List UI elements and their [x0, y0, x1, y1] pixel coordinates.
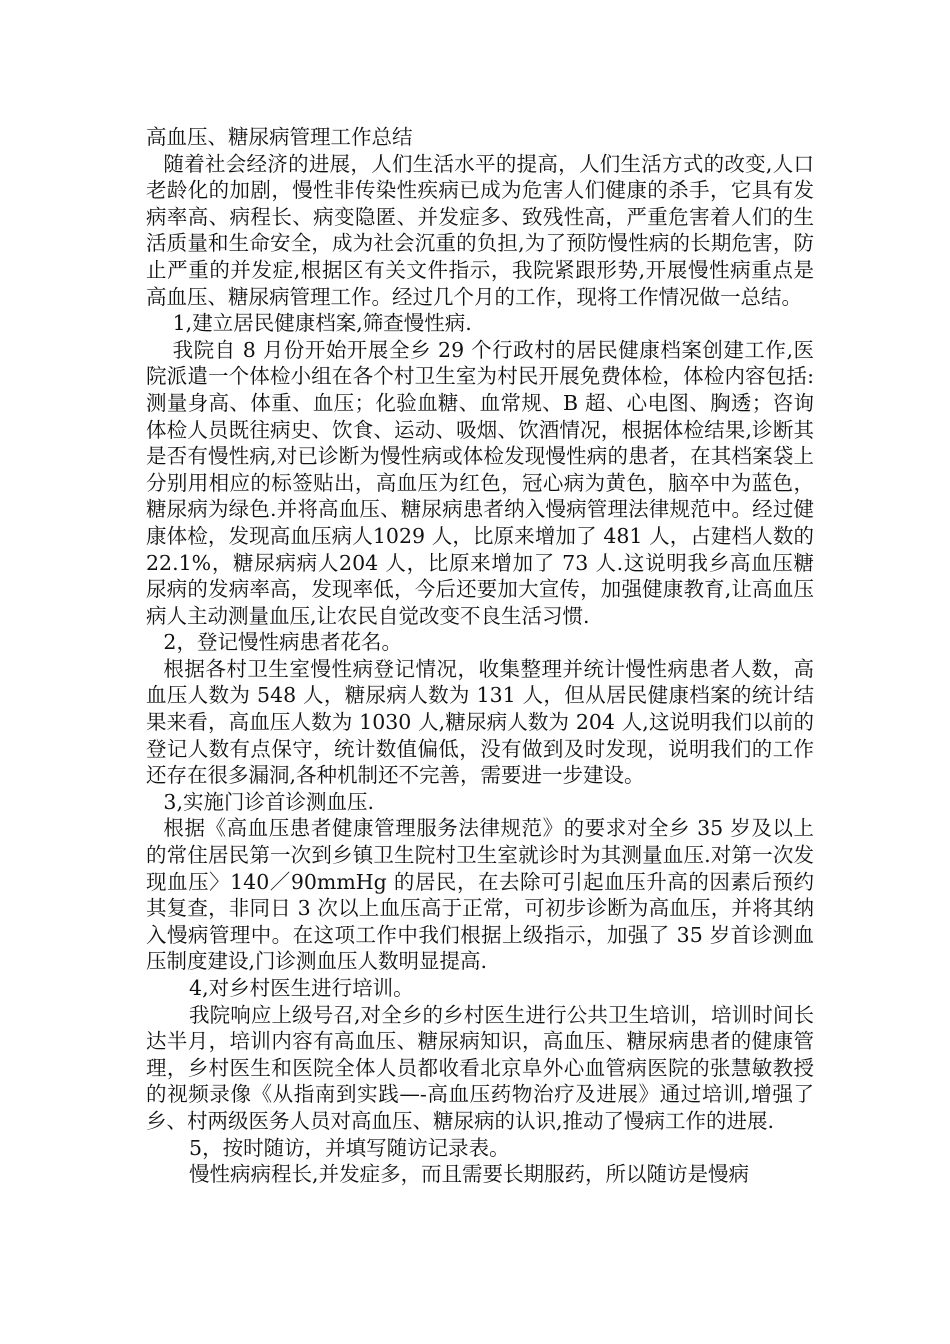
section-body-5: 慢性病病程长,并发症多，而且需要长期服药，所以随访是慢病	[189, 1162, 750, 1187]
document-body	[146, 124, 814, 1188]
section-heading-2: 2，登记慢性病患者花名。	[163, 630, 402, 655]
section-heading-1: 1,建立居民健康档案,筛查慢性病.	[172, 311, 472, 336]
section-heading-5: 5，按时随访，并填写随访记录表。	[189, 1135, 510, 1160]
intro-paragraph: 随着社会经济的进展，人们生活水平的提高，人们生活方式的改变,人口老龄化的加剧，慢性非传染性疾病已成为危害人们健康的杀手，它具有发病率高、病程长、病变隐匿、并发症多、致残性高，严重危害着人们的生活质量和生命安全，成为社会沉重的负担,为了预防慢性病的长期危害，防止严重的并发症,根据区有关文件指示，我院紧跟形势,开展慢性病重点是高血压、糖尿病管理工作。经过几个月的工作，现将工作情况做一总结。	[146, 151, 814, 309]
section-body-2: 根据各村卫生室慢性病登记情况，收集整理并统计慢性病患者人数，高血压人数为 548 人，糖尿病人数为 131 人，但从居民健康档案的统计结果来看，高血压人数为 1030 人,糖尿病人数为 204 人,这说明我们以前的登记人数有点保守，统计数值偏低，没有做到及时发现，说明我们的工作还存在很多漏洞,各种机制还不完善，需要进一步建设。	[146, 656, 814, 788]
section-heading-3: 3,实施门诊首诊测血压.	[163, 789, 374, 814]
section-body-1: 我院自 8 月份开始开展全乡 29 个行政村的居民健康档案创建工作,医院派遣一个体检小组在各个村卫生室为村民开展免费体检，体检内容包括:测量身高、体重、血压；化验血糖、血常规、B 超、心电图、胸透；咨询体检人员既往病史、饮食、运动、吸烟、饮酒情况，根据体检结果,诊断其是否有慢性病,对已诊断为慢性病或体检发现慢性病的患者，在其档案袋上分别用相应的标签贴出，高血压为红色，冠心病为黄色，脑卒中为蓝色，糖尿病为绿色.并将高血压、糖尿病患者纳入慢病管理法律规范中。经过健康体检，发现高血压病人1029 人，比原来增加了 481 人，占建档人数的 22.1%，糖尿病病人204 人，比原来增加了 73 人.这说明我乡高血压糖尿病的发病率高，发现率低，今后还要加大宣传，加强健康教育,让高血压病人主动测量血压,让农民自觉改变不良生活习惯.	[146, 337, 814, 628]
section-body-4: 我院响应上级号召,对全乡的乡村医生进行公共卫生培训，培训时间长达半月，培训内容有高血压、糖尿病知识，高血压、糖尿病患者的健康管理，乡村医生和医院全体人员都收看北京阜外心血管病医院的张慧敏教授的视频录像《从指南到实践—-高血压药物治疗及进展》通过培训,增强了乡、村两级医务人员对高血压、糖尿病的认识,推动了慢病工作的进展.	[146, 1002, 814, 1133]
document-title: 高血压、糖尿病管理工作总结	[146, 125, 413, 149]
section-body-3: 根据《高血压患者健康管理服务法律规范》的要求对全乡 35 岁及以上的常住居民第一次到乡镇卫生院村卫生室就诊时为其测量血压.对第一次发现血压〉140／90mmHg 的居民，在去除可引起血压升高的因素后预约其复查，非同日 3 次以上血压高于正常，可初步诊断为高血压，并将其纳入慢病管理中。在这项工作中我们根据上级指示，加强了 35 岁首诊测血压制度建设,门诊测血压人数明显提高.	[146, 816, 814, 974]
section-heading-4: 4,对乡村医生进行培训。	[189, 976, 414, 1000]
